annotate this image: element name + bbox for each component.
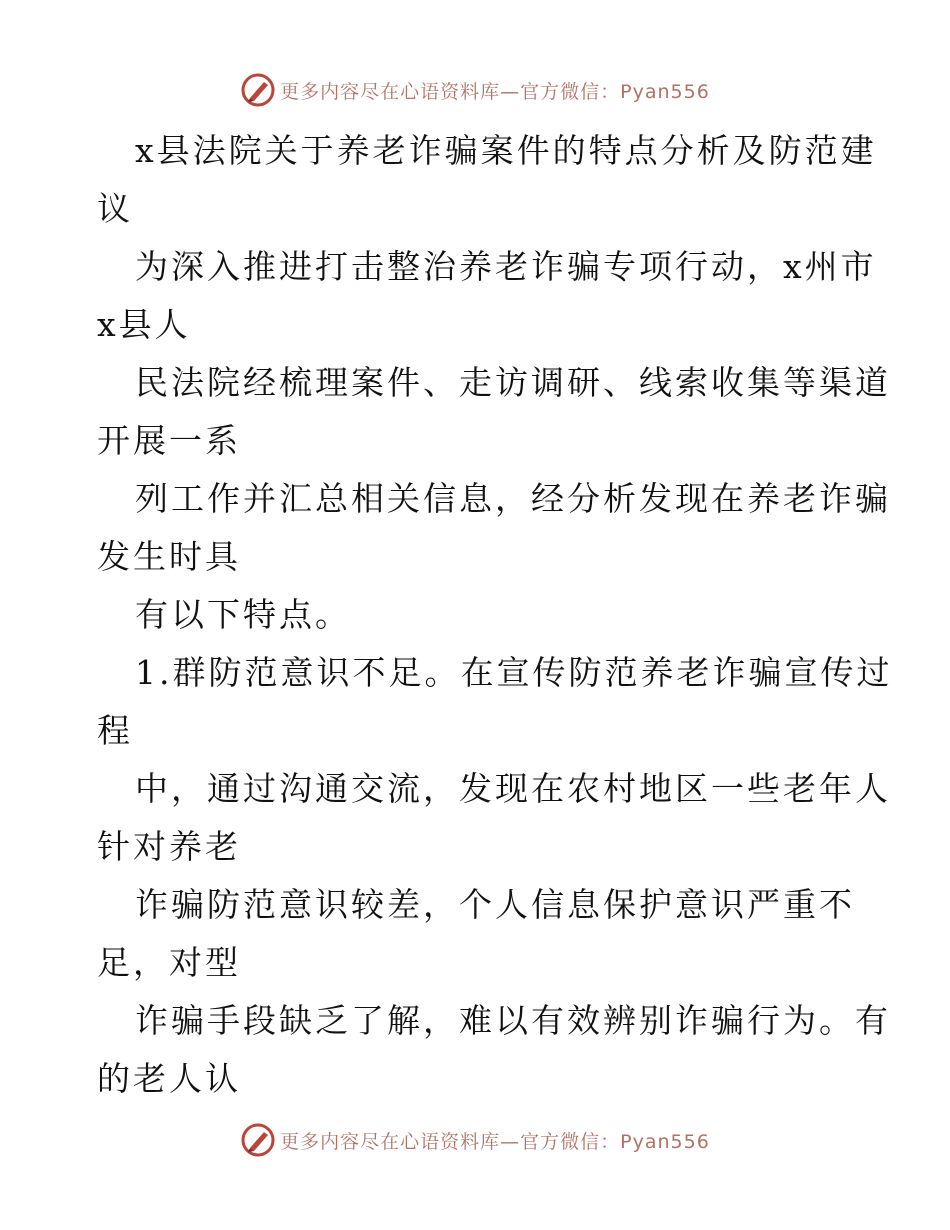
paragraph-line: 程 — [97, 711, 133, 750]
paragraph-line: 针对养老 — [97, 827, 241, 866]
document-title-line: 议 — [97, 189, 133, 228]
paragraph-line: 诈骗手段缺乏了解，难以有效辨别诈骗行为。有 — [135, 1001, 891, 1040]
footer-banner — [0, 1120, 950, 1160]
header-banner — [0, 70, 950, 110]
paragraph-line: x县人 — [97, 305, 191, 344]
document-title-line: x县法院关于养老诈骗案件的特点分析及防范建 — [135, 131, 877, 170]
paragraph-line: 列工作并汇总相关信息，经分析发现在养老诈骗 — [135, 479, 891, 518]
paragraph-line: 1.群防范意识不足。在宣传防范养老诈骗宣传过 — [135, 653, 893, 692]
header-banner-text: 更多内容尽在心语资料库—官方微信：Pyan556 — [280, 80, 710, 103]
paragraph-line: 开展一系 — [97, 421, 241, 460]
document-body — [97, 122, 893, 1108]
pen-logo-icon — [240, 72, 276, 108]
paragraph-line: 有以下特点。 — [135, 595, 351, 634]
paragraph-line: 为深入推进打击整治养老诈骗专项行动，x州市 — [135, 247, 877, 286]
paragraph-line: 足，对型 — [97, 943, 241, 982]
pen-logo-icon — [240, 1122, 276, 1158]
paragraph-line: 发生时具 — [97, 537, 241, 576]
footer-banner-text: 更多内容尽在心语资料库—官方微信：Pyan556 — [280, 1130, 710, 1153]
paragraph-line: 中，通过沟通交流，发现在农村地区一些老年人 — [135, 769, 891, 808]
paragraph-line: 的老人认 — [97, 1059, 241, 1098]
paragraph-line: 诈骗防范意识较差，个人信息保护意识严重不 — [135, 885, 855, 924]
paragraph-line: 民法院经梳理案件、走访调研、线索收集等渠道 — [135, 363, 891, 402]
